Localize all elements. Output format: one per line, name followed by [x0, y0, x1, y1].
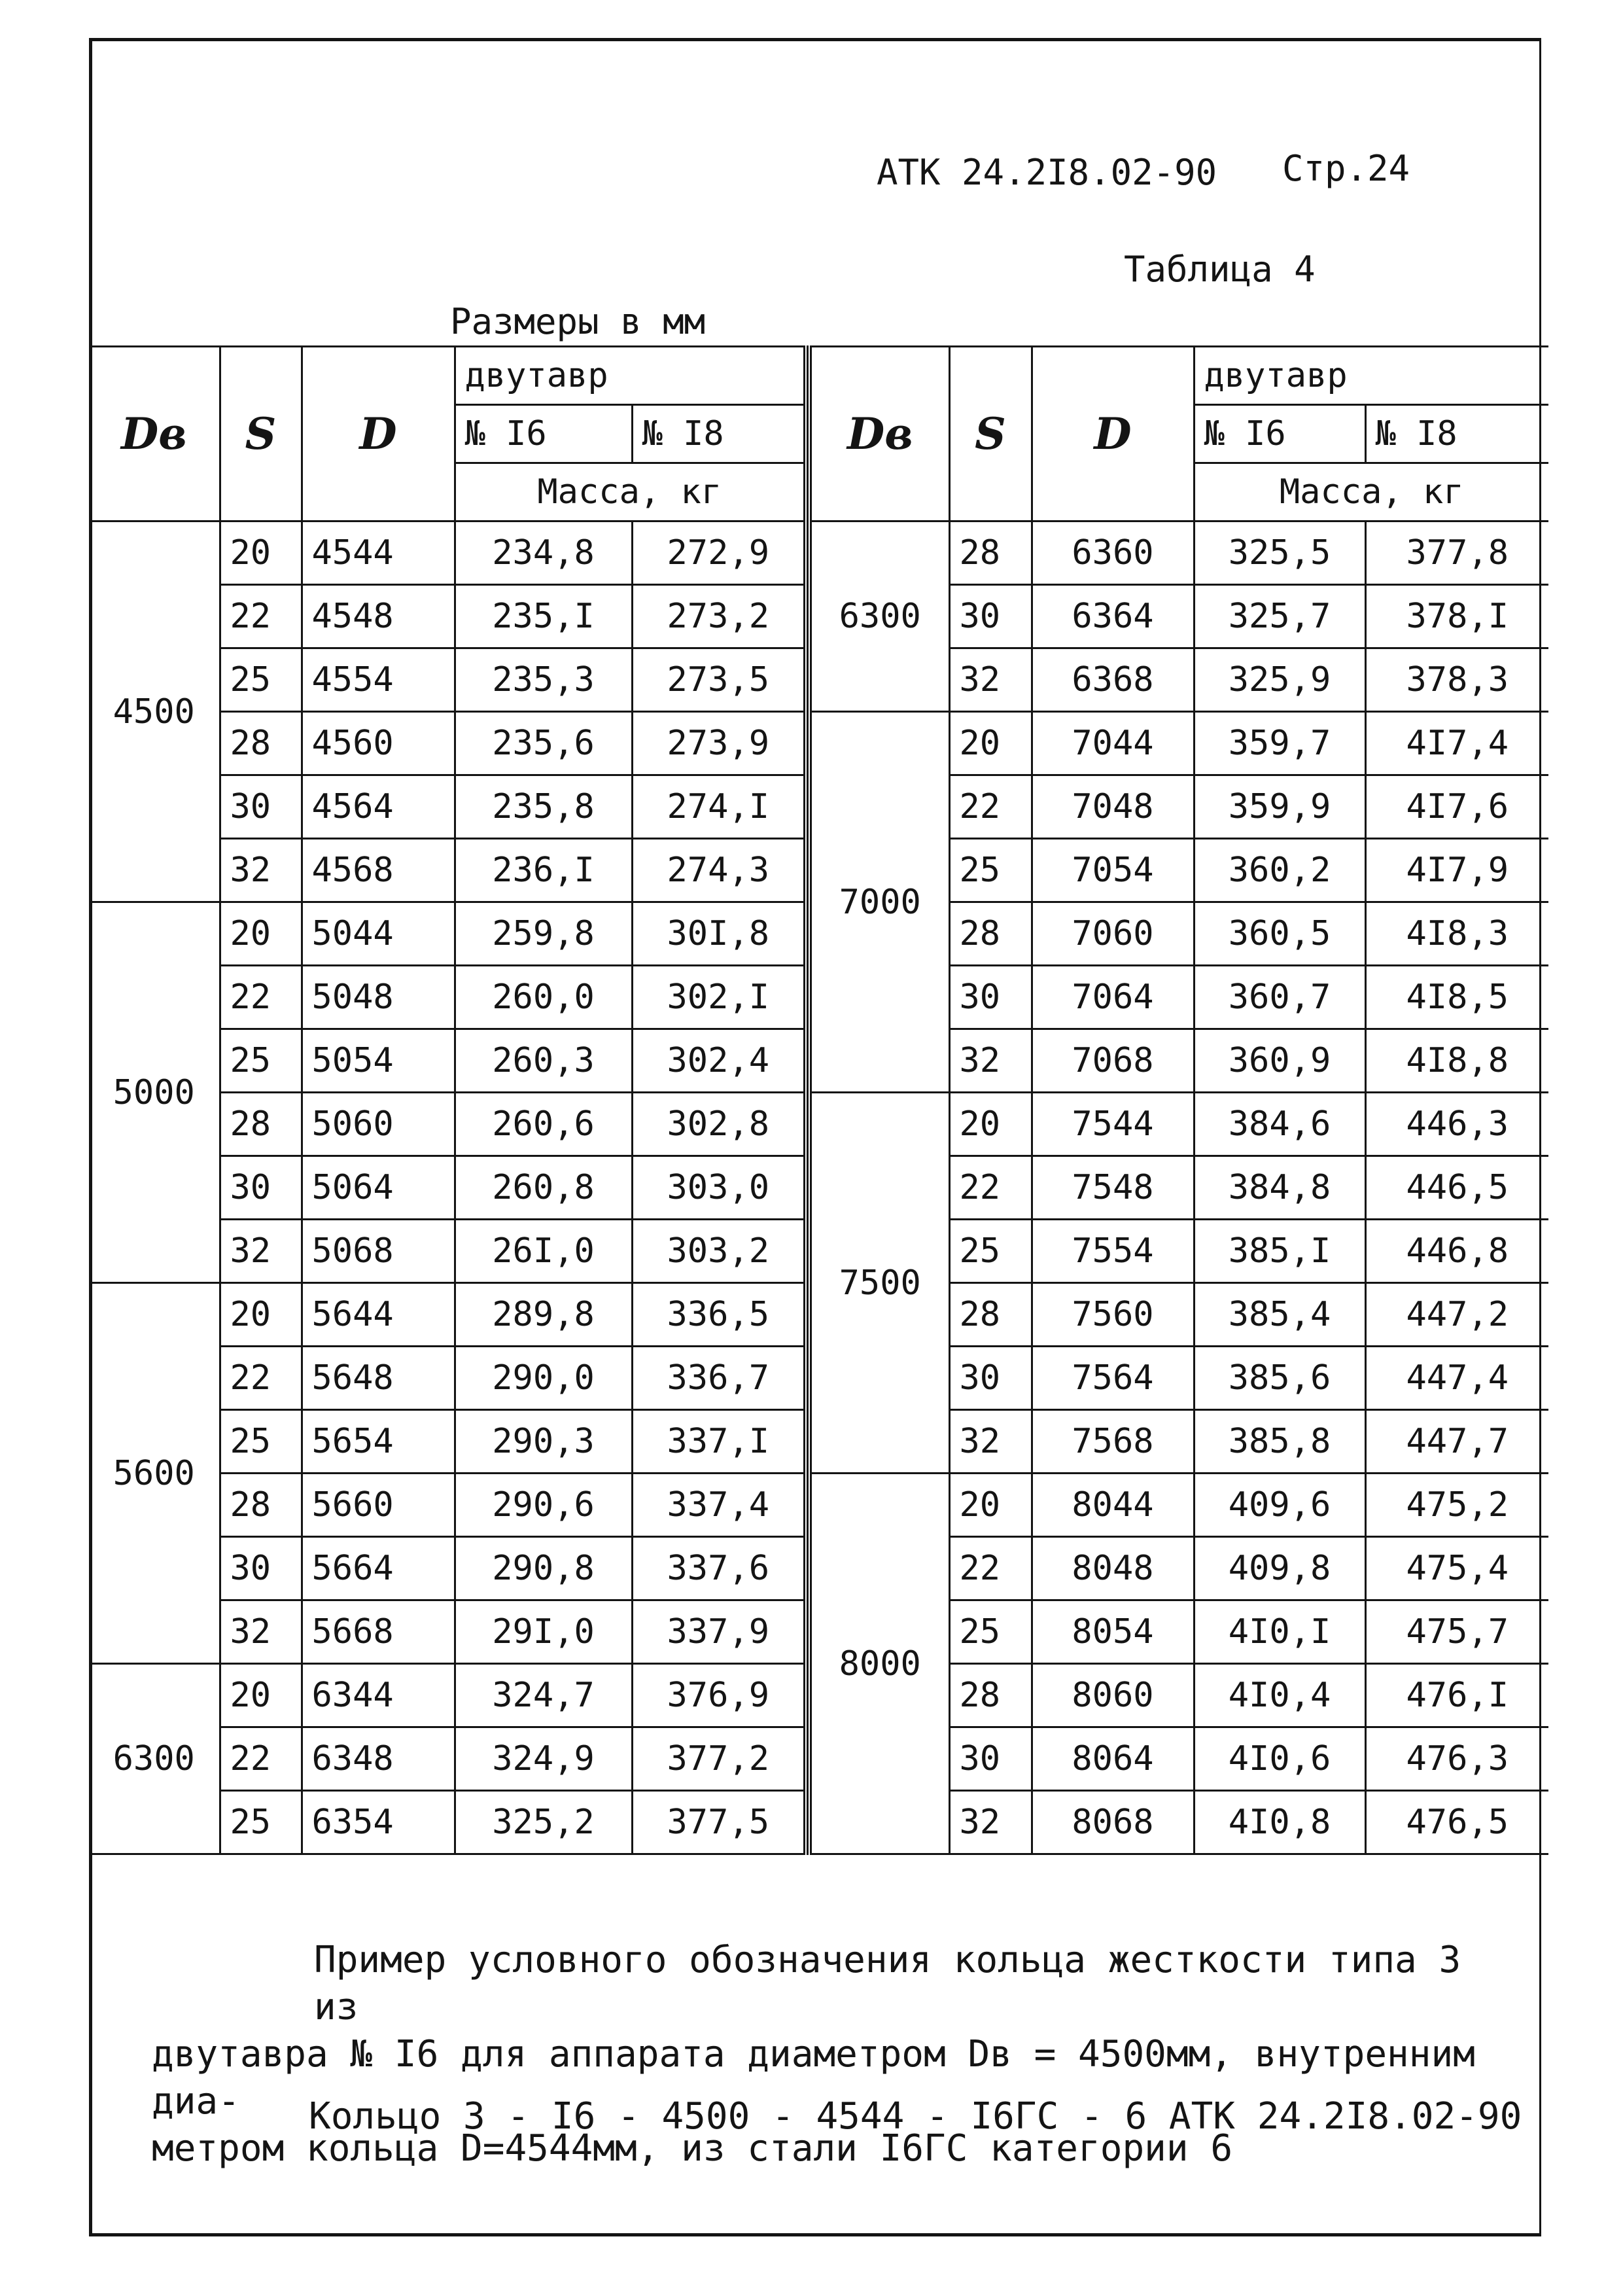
cell-d: 4548 [302, 585, 455, 648]
cell-mass-18: 446,8 [1365, 1220, 1548, 1283]
cell-mass-16: 325,5 [1194, 521, 1365, 585]
header-n18: № I8 [1365, 405, 1548, 463]
dv-group-cell: 6300 [809, 521, 949, 712]
cell-s: 20 [220, 1664, 302, 1727]
cell-d: 5064 [302, 1156, 455, 1220]
cell-s: 32 [220, 1220, 302, 1283]
header-d: D [302, 347, 455, 521]
cell-d: 6354 [302, 1791, 455, 1854]
cell-mass-18: 274,3 [632, 839, 806, 902]
mass-table-left [89, 345, 809, 1855]
table-row [89, 1283, 806, 1347]
cell-s: 28 [949, 1283, 1032, 1347]
cell-d: 5648 [302, 1347, 455, 1410]
cell-mass-18: 4I8,8 [1365, 1029, 1548, 1093]
cell-s: 25 [949, 839, 1032, 902]
example-line-3: метром кольца D=4544мм, из стали I6ГС категории 6 [152, 2127, 1233, 2170]
cell-mass-16: 4I0,I [1194, 1600, 1365, 1664]
cell-mass-16: 325,9 [1194, 648, 1365, 712]
cell-mass-18: 302,4 [632, 1029, 806, 1093]
cell-s: 22 [220, 1727, 302, 1791]
cell-d: 5048 [302, 966, 455, 1029]
cell-d: 5068 [302, 1220, 455, 1283]
cell-mass-16: 4I0,6 [1194, 1727, 1365, 1791]
cell-mass-18: 447,2 [1365, 1283, 1548, 1347]
cell-mass-16: 236,I [455, 839, 632, 902]
cell-mass-16: 385,I [1194, 1220, 1365, 1283]
header-dv: Dв [89, 347, 220, 521]
cell-d: 7568 [1032, 1410, 1194, 1474]
cell-s: 20 [220, 1283, 302, 1347]
cell-mass-18: 336,5 [632, 1283, 806, 1347]
cell-mass-18: 475,4 [1365, 1537, 1548, 1600]
cell-d: 4560 [302, 712, 455, 775]
cell-mass-16: 235,8 [455, 775, 632, 839]
cell-s: 25 [949, 1600, 1032, 1664]
table-row [89, 521, 806, 585]
cell-d: 7054 [1032, 839, 1194, 902]
header-row [89, 347, 806, 405]
cell-s: 30 [220, 1537, 302, 1600]
units-note: Размеры в мм [450, 301, 706, 342]
cell-mass-18: 273,9 [632, 712, 806, 775]
cell-mass-18: 476,I [1365, 1664, 1548, 1727]
cell-mass-16: 359,9 [1194, 775, 1365, 839]
cell-d: 7560 [1032, 1283, 1194, 1347]
cell-mass-18: 378,3 [1365, 648, 1548, 712]
cell-mass-18: 273,2 [632, 585, 806, 648]
cell-s: 32 [220, 1600, 302, 1664]
cell-mass-16: 260,0 [455, 966, 632, 1029]
cell-mass-16: 360,2 [1194, 839, 1365, 902]
dv-group-cell: 5600 [89, 1283, 220, 1664]
cell-mass-16: 259,8 [455, 902, 632, 966]
cell-mass-16: 29I,0 [455, 1600, 632, 1664]
header-s: S [220, 347, 302, 521]
cell-mass-16: 324,7 [455, 1664, 632, 1727]
cell-d: 5060 [302, 1093, 455, 1156]
header-dv: Dв [809, 347, 949, 521]
cell-d: 5644 [302, 1283, 455, 1347]
cell-mass-16: 325,7 [1194, 585, 1365, 648]
cell-mass-16: 260,6 [455, 1093, 632, 1156]
cell-s: 22 [220, 966, 302, 1029]
cell-mass-16: 235,I [455, 585, 632, 648]
cell-s: 28 [949, 902, 1032, 966]
cell-s: 30 [220, 1156, 302, 1220]
cell-mass-16: 235,3 [455, 648, 632, 712]
header-s: S [949, 347, 1032, 521]
cell-s: 30 [220, 775, 302, 839]
cell-mass-16: 289,8 [455, 1283, 632, 1347]
cell-d: 4554 [302, 648, 455, 712]
mass-table-right [807, 345, 1548, 1855]
cell-d: 5660 [302, 1474, 455, 1537]
cell-mass-18: 447,7 [1365, 1410, 1548, 1474]
cell-d: 7554 [1032, 1220, 1194, 1283]
cell-d: 4568 [302, 839, 455, 902]
cell-mass-18: 273,5 [632, 648, 806, 712]
cell-mass-18: 274,I [632, 775, 806, 839]
cell-d: 6364 [1032, 585, 1194, 648]
cell-mass-18: 302,8 [632, 1093, 806, 1156]
cell-s: 30 [949, 1347, 1032, 1410]
cell-s: 28 [220, 1474, 302, 1537]
cell-mass-18: 475,7 [1365, 1600, 1548, 1664]
header-mass: Масса, кг [1194, 463, 1548, 521]
cell-d: 6368 [1032, 648, 1194, 712]
table-title: Таблица 4 [1124, 249, 1316, 290]
header-group: двутавр [1194, 347, 1548, 405]
cell-s: 22 [220, 585, 302, 648]
cell-mass-16: 260,8 [455, 1156, 632, 1220]
cell-mass-18: 4I8,3 [1365, 902, 1548, 966]
cell-mass-18: 377,8 [1365, 521, 1548, 585]
cell-mass-18: 303,0 [632, 1156, 806, 1220]
example-line-2: двутавра № I6 для аппарата диаметром Dв = 4500мм, внутренним диа- [152, 2033, 1475, 2123]
cell-mass-16: 290,3 [455, 1410, 632, 1474]
cell-d: 8068 [1032, 1791, 1194, 1854]
cell-d: 8048 [1032, 1537, 1194, 1600]
header-mass: Масса, кг [455, 463, 806, 521]
dv-group-cell: 7000 [809, 712, 949, 1093]
cell-s: 20 [949, 1474, 1032, 1537]
cell-s: 32 [949, 1791, 1032, 1854]
cell-s: 32 [949, 1410, 1032, 1474]
cell-mass-16: 4I0,4 [1194, 1664, 1365, 1727]
cell-s: 22 [220, 1347, 302, 1410]
header-n16: № I6 [1194, 405, 1365, 463]
cell-s: 32 [949, 648, 1032, 712]
dv-group-cell: 8000 [809, 1474, 949, 1854]
table-row [809, 712, 1548, 775]
cell-mass-18: 337,4 [632, 1474, 806, 1537]
cell-d: 5054 [302, 1029, 455, 1093]
cell-mass-18: 378,I [1365, 585, 1548, 648]
cell-s: 28 [949, 1664, 1032, 1727]
cell-s: 25 [949, 1220, 1032, 1283]
cell-mass-18: 337,6 [632, 1537, 806, 1600]
cell-s: 30 [949, 1727, 1032, 1791]
cell-mass-18: 476,3 [1365, 1727, 1548, 1791]
cell-d: 6348 [302, 1727, 455, 1791]
cell-d: 8044 [1032, 1474, 1194, 1537]
cell-s: 22 [949, 775, 1032, 839]
cell-d: 5044 [302, 902, 455, 966]
cell-mass-16: 409,8 [1194, 1537, 1365, 1600]
cell-d: 5668 [302, 1600, 455, 1664]
cell-mass-16: 290,6 [455, 1474, 632, 1537]
cell-d: 4564 [302, 775, 455, 839]
cell-d: 7044 [1032, 712, 1194, 775]
cell-d: 4544 [302, 521, 455, 585]
cell-d: 6344 [302, 1664, 455, 1727]
cell-mass-18: 337,9 [632, 1600, 806, 1664]
cell-mass-16: 290,0 [455, 1347, 632, 1410]
cell-d: 7048 [1032, 775, 1194, 839]
cell-mass-18: 4I7,4 [1365, 712, 1548, 775]
dv-group-cell: 7500 [809, 1093, 949, 1474]
cell-d: 5654 [302, 1410, 455, 1474]
cell-s: 25 [220, 1791, 302, 1854]
cell-mass-18: 303,2 [632, 1220, 806, 1283]
cell-mass-16: 235,6 [455, 712, 632, 775]
cell-s: 25 [220, 1410, 302, 1474]
designation-formula: Кольцо 3 - I6 - 4500 - 4544 - I6ГС - 6 АТК 24.2I8.02-90 [309, 2095, 1522, 2138]
cell-mass-16: 360,7 [1194, 966, 1365, 1029]
cell-s: 30 [949, 585, 1032, 648]
cell-d: 8064 [1032, 1727, 1194, 1791]
cell-mass-18: 446,3 [1365, 1093, 1548, 1156]
cell-mass-18: 376,9 [632, 1664, 806, 1727]
cell-d: 8060 [1032, 1664, 1194, 1727]
cell-d: 7544 [1032, 1093, 1194, 1156]
cell-d: 7564 [1032, 1347, 1194, 1410]
cell-s: 25 [220, 648, 302, 712]
cell-s: 28 [220, 1093, 302, 1156]
cell-d: 6360 [1032, 521, 1194, 585]
cell-mass-16: 385,4 [1194, 1283, 1365, 1347]
dv-group-cell: 5000 [89, 902, 220, 1283]
cell-mass-18: 446,5 [1365, 1156, 1548, 1220]
cell-mass-18: 302,I [632, 966, 806, 1029]
header-n18: № I8 [632, 405, 806, 463]
cell-mass-16: 385,6 [1194, 1347, 1365, 1410]
cell-mass-18: 272,9 [632, 521, 806, 585]
cell-s: 28 [220, 712, 302, 775]
cell-s: 22 [949, 1156, 1032, 1220]
cell-mass-18: 4I7,6 [1365, 775, 1548, 839]
cell-mass-18: 447,4 [1365, 1347, 1548, 1410]
dv-group-cell: 6300 [89, 1664, 220, 1854]
table-row [89, 902, 806, 966]
cell-mass-16: 360,5 [1194, 902, 1365, 966]
header-d: D [1032, 347, 1194, 521]
cell-d: 7068 [1032, 1029, 1194, 1093]
page-number: Стр.24 [1282, 148, 1410, 189]
cell-d: 5664 [302, 1537, 455, 1600]
table-row [809, 1474, 1548, 1537]
cell-mass-16: 324,9 [455, 1727, 632, 1791]
cell-mass-18: 30I,8 [632, 902, 806, 966]
cell-d: 7064 [1032, 966, 1194, 1029]
cell-s: 25 [220, 1029, 302, 1093]
cell-mass-16: 409,6 [1194, 1474, 1365, 1537]
header-row [809, 347, 1548, 405]
table-row [89, 1664, 806, 1727]
cell-s: 32 [949, 1029, 1032, 1093]
table-row [809, 1093, 1548, 1156]
cell-mass-16: 290,8 [455, 1537, 632, 1600]
dv-group-cell: 4500 [89, 521, 220, 902]
cell-mass-18: 377,2 [632, 1727, 806, 1791]
cell-mass-16: 4I0,8 [1194, 1791, 1365, 1854]
cell-mass-18: 4I8,5 [1365, 966, 1548, 1029]
cell-mass-16: 384,8 [1194, 1156, 1365, 1220]
header-n16: № I6 [455, 405, 632, 463]
cell-mass-16: 325,2 [455, 1791, 632, 1854]
cell-s: 20 [220, 902, 302, 966]
cell-s: 30 [949, 966, 1032, 1029]
cell-s: 28 [949, 521, 1032, 585]
header-group: двутавр [455, 347, 806, 405]
cell-d: 7060 [1032, 902, 1194, 966]
cell-d: 7548 [1032, 1156, 1194, 1220]
cell-mass-18: 475,2 [1365, 1474, 1548, 1537]
cell-mass-18: 476,5 [1365, 1791, 1548, 1854]
cell-s: 20 [949, 1093, 1032, 1156]
cell-mass-18: 336,7 [632, 1347, 806, 1410]
cell-mass-16: 234,8 [455, 521, 632, 585]
cell-mass-16: 359,7 [1194, 712, 1365, 775]
table-row [809, 521, 1548, 585]
cell-s: 20 [949, 712, 1032, 775]
example-line-1: Пример условного обозначения кольца жесткости типа 3 из [314, 1939, 1461, 2028]
document-code: АТК 24.2I8.02-90 [877, 152, 1217, 193]
cell-mass-18: 377,5 [632, 1791, 806, 1854]
cell-mass-16: 385,8 [1194, 1410, 1365, 1474]
cell-mass-18: 337,I [632, 1410, 806, 1474]
cell-mass-16: 26I,0 [455, 1220, 632, 1283]
cell-s: 22 [949, 1537, 1032, 1600]
cell-mass-16: 360,9 [1194, 1029, 1365, 1093]
cell-mass-18: 4I7,9 [1365, 839, 1548, 902]
cell-s: 20 [220, 521, 302, 585]
cell-mass-16: 260,3 [455, 1029, 632, 1093]
cell-mass-16: 384,6 [1194, 1093, 1365, 1156]
cell-d: 8054 [1032, 1600, 1194, 1664]
cell-s: 32 [220, 839, 302, 902]
